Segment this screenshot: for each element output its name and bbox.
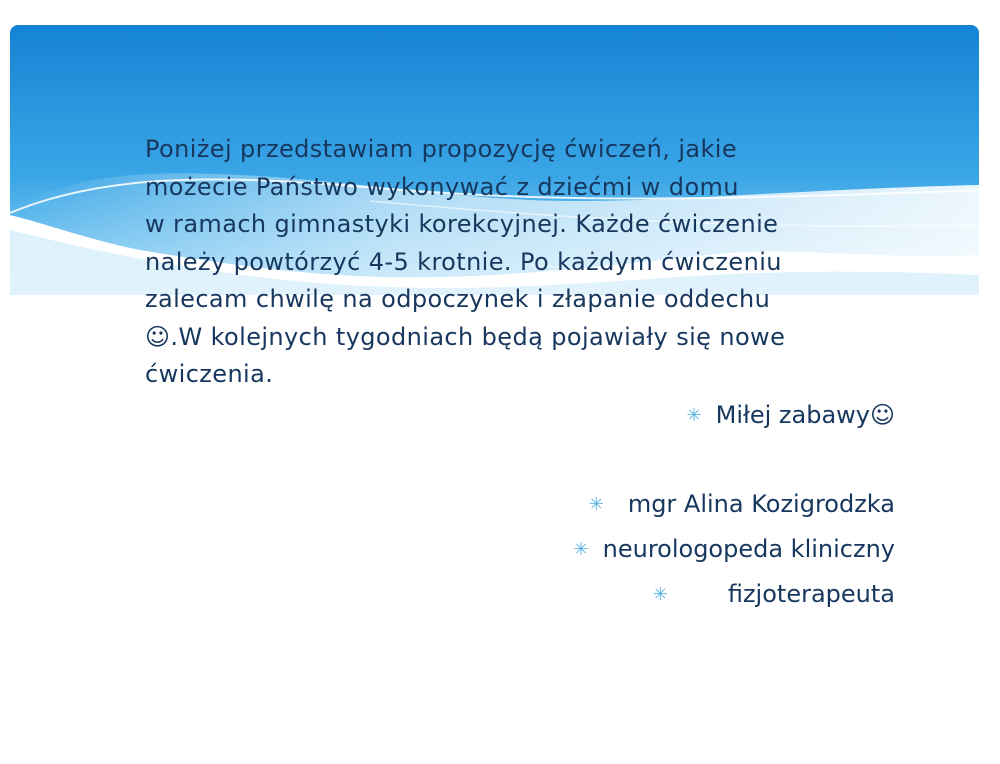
asterisk-bullet-icon: ✳ [652,583,668,605]
paragraph-line: możecie Państwo wykonywać z dziećmi w domu [145,172,739,201]
bullet-text: mgr Alina Kozigrodzka [627,490,895,518]
bullet-text: Miłej zabawy☺ [715,401,895,429]
paragraph-line: w ramach gimnastyki korekcyjnej. Każde ćwiczenie [145,210,779,238]
bullet-text: neurologopeda kliniczny [602,535,895,563]
paragraph-line: należy powtórzyć 4-5 krotnie. Po każdym ćwiczeniu [145,247,782,276]
bullet-item-title-2 [653,580,895,608]
paragraph-line: zalecam chwilę na odpoczynek i złapanie oddechu [145,285,771,313]
paragraph-line: Poniżej przedstawiam propozycję ćwiczeń, jakie [145,135,738,163]
presentation-slide [10,25,979,764]
bullet-item-greeting [687,401,895,429]
paragraph-line: ☺.W kolejnych tygodniach będą pojawiały się nowe [145,322,786,351]
intro-paragraph [145,131,875,394]
bullet-item-name [589,490,895,518]
paragraph-line: ćwiczenia. [145,360,274,388]
asterisk-bullet-icon: ✳ [573,538,589,560]
bullet-text: fizjoterapeuta [727,580,895,608]
asterisk-bullet-icon: ✳ [686,404,702,426]
bullet-item-title-1 [574,535,895,563]
asterisk-bullet-icon: ✳ [588,493,604,515]
